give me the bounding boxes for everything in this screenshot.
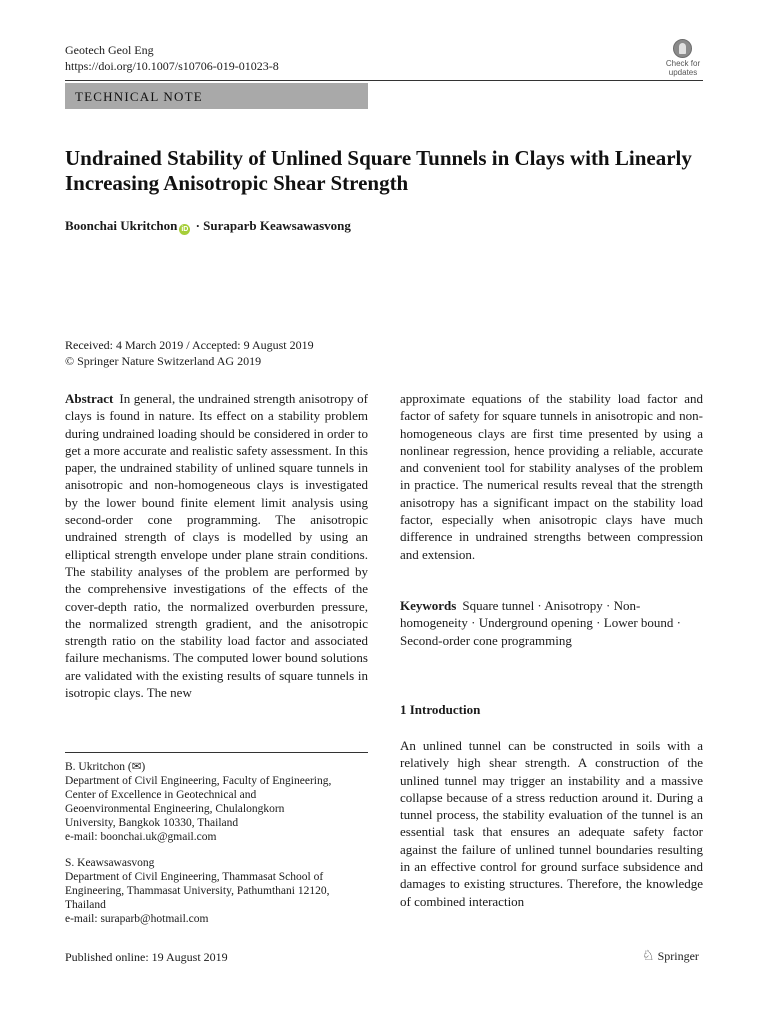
introduction-heading: 1 Introduction — [400, 702, 481, 717]
paper-title: Undrained Stability of Unlined Square Tunnels in Clays with Linearly Increasing Anisotropic Shear Strength — [65, 146, 692, 195]
affiliation-2-name: S. Keawsawasvong — [65, 857, 155, 869]
journal-name: Geotech Geol Eng — [65, 43, 154, 57]
abstract-text-right: approximate equations of the stability load factor and factor of safety for square tunnels in anisotropic and non-homogeneous clays are first time presented by using a nonlinear regression, hence providing a reliable, accurate and convenient tool for stability analyses of the problem in practice. The numerical results reveal that the strength anisotropy has a significant impact on the stability load factor, especially when anisotropic clays have much difference in undrained strengths between compression and extension. — [400, 391, 703, 562]
section-label: TECHNICAL NOTE — [75, 89, 203, 104]
affiliation-2-email[interactable]: e-mail: suraparb@hotmail.com — [65, 913, 209, 925]
badge-line2: updates — [668, 67, 698, 77]
abstract-left — [65, 390, 368, 701]
keywords-text: Square tunnel · Anisotropy · Non-homogeneity · Underground opening · Lower bound · Second-order cone programming — [400, 598, 682, 648]
affiliation-1-line3: Geoenvironmental Engineering, Chulalongkorn — [65, 803, 285, 815]
abstract-right — [400, 390, 703, 563]
affiliation-1 — [65, 760, 368, 844]
publisher-logo — [642, 948, 699, 965]
affiliation-1-line4: University, Bangkok 10330, Thailand — [65, 817, 239, 829]
author-1[interactable]: Boonchai Ukritchon — [65, 218, 178, 233]
affiliation-1-line2: Center of Excellence in Geotechnical and — [65, 789, 257, 801]
affiliation-1-line1: Department of Civil Engineering, Faculty of Engineering, — [65, 775, 332, 787]
check-for-updates-badge[interactable] — [662, 38, 704, 79]
abstract-label: Abstract — [65, 391, 114, 406]
publisher-name: Springer — [657, 949, 699, 963]
affiliation-1-email[interactable]: e-mail: boonchai.uk@gmail.com — [65, 831, 217, 843]
article-dates — [65, 337, 314, 369]
affiliation-2-line2: Engineering, Thammasat University, Pathumthani 12120, — [65, 885, 330, 897]
abstract-text-left: In general, the undrained strength anisotropy of clays is found in nature. Its effect on a stability problem during undrained loading should be considered in order to get a more accurate and realistic safety assessment. In this paper, the undrained stability of unlined square tunnels in anisotropic and non-homogeneous clays is investigated by the lower bound finite element limit analysis using second-order cone programming. The anisotropic undrained strength of clays is modelled by using an elliptical strength envelope under plane strain conditions. The stability analyses of the problem are performed by the comprehensive investigations of the effects of the cover-depth ratio, the normalized overburden pressure, the normalized strength gradient, and the anisotropic strength ratio on the stability load factor and associated failure mechanisms. The computed lower bound solutions are validated with the existing results of square tunnels in isotropic clays. The new — [65, 391, 368, 701]
affiliation-1-name: B. Ukritchon (✉) — [65, 761, 146, 773]
doi-link[interactable]: https://doi.org/10.1007/s10706-019-01023-8 — [65, 58, 279, 73]
footnote-divider — [65, 752, 368, 753]
keywords-label: Keywords — [400, 598, 457, 613]
keywords — [400, 597, 703, 649]
author-list — [65, 218, 351, 235]
affiliation-2-line3: Thailand — [65, 899, 106, 911]
author-separator: · — [195, 218, 200, 233]
springer-horse-icon: ♘ — [642, 949, 655, 964]
bookmark-icon — [673, 39, 692, 58]
author-2[interactable]: Suraparb Keawsawasvong — [203, 218, 351, 233]
running-header — [65, 43, 279, 74]
introduction-text: An unlined tunnel can be constructed in soils with a relatively high shear strength. A construction of the unlined tunnel may trigger an instability and a massive collapse because of a stress reduction around it. During a tunnel process, the stability evaluation of the tunnel is an essential task that ensures an adequate safety factor against the failure of unlined tunnel boundaries resulting in an effective control for ground surface subsidence and damages to existing structures. Therefore, the knowledge of combined interaction — [400, 738, 703, 909]
published-online: Published online: 19 August 2019 — [65, 950, 228, 964]
header-divider — [65, 80, 703, 81]
copyright: © Springer Nature Switzerland AG 2019 — [65, 354, 262, 368]
badge-line1: Check for — [665, 59, 701, 68]
received-accepted: Received: 4 March 2019 / Accepted: 9 August 2019 — [65, 338, 314, 352]
affiliation-2-line1: Department of Civil Engineering, Thammasat School of — [65, 871, 324, 883]
orcid-icon[interactable]: iD — [181, 226, 189, 233]
affiliation-2 — [65, 856, 368, 926]
